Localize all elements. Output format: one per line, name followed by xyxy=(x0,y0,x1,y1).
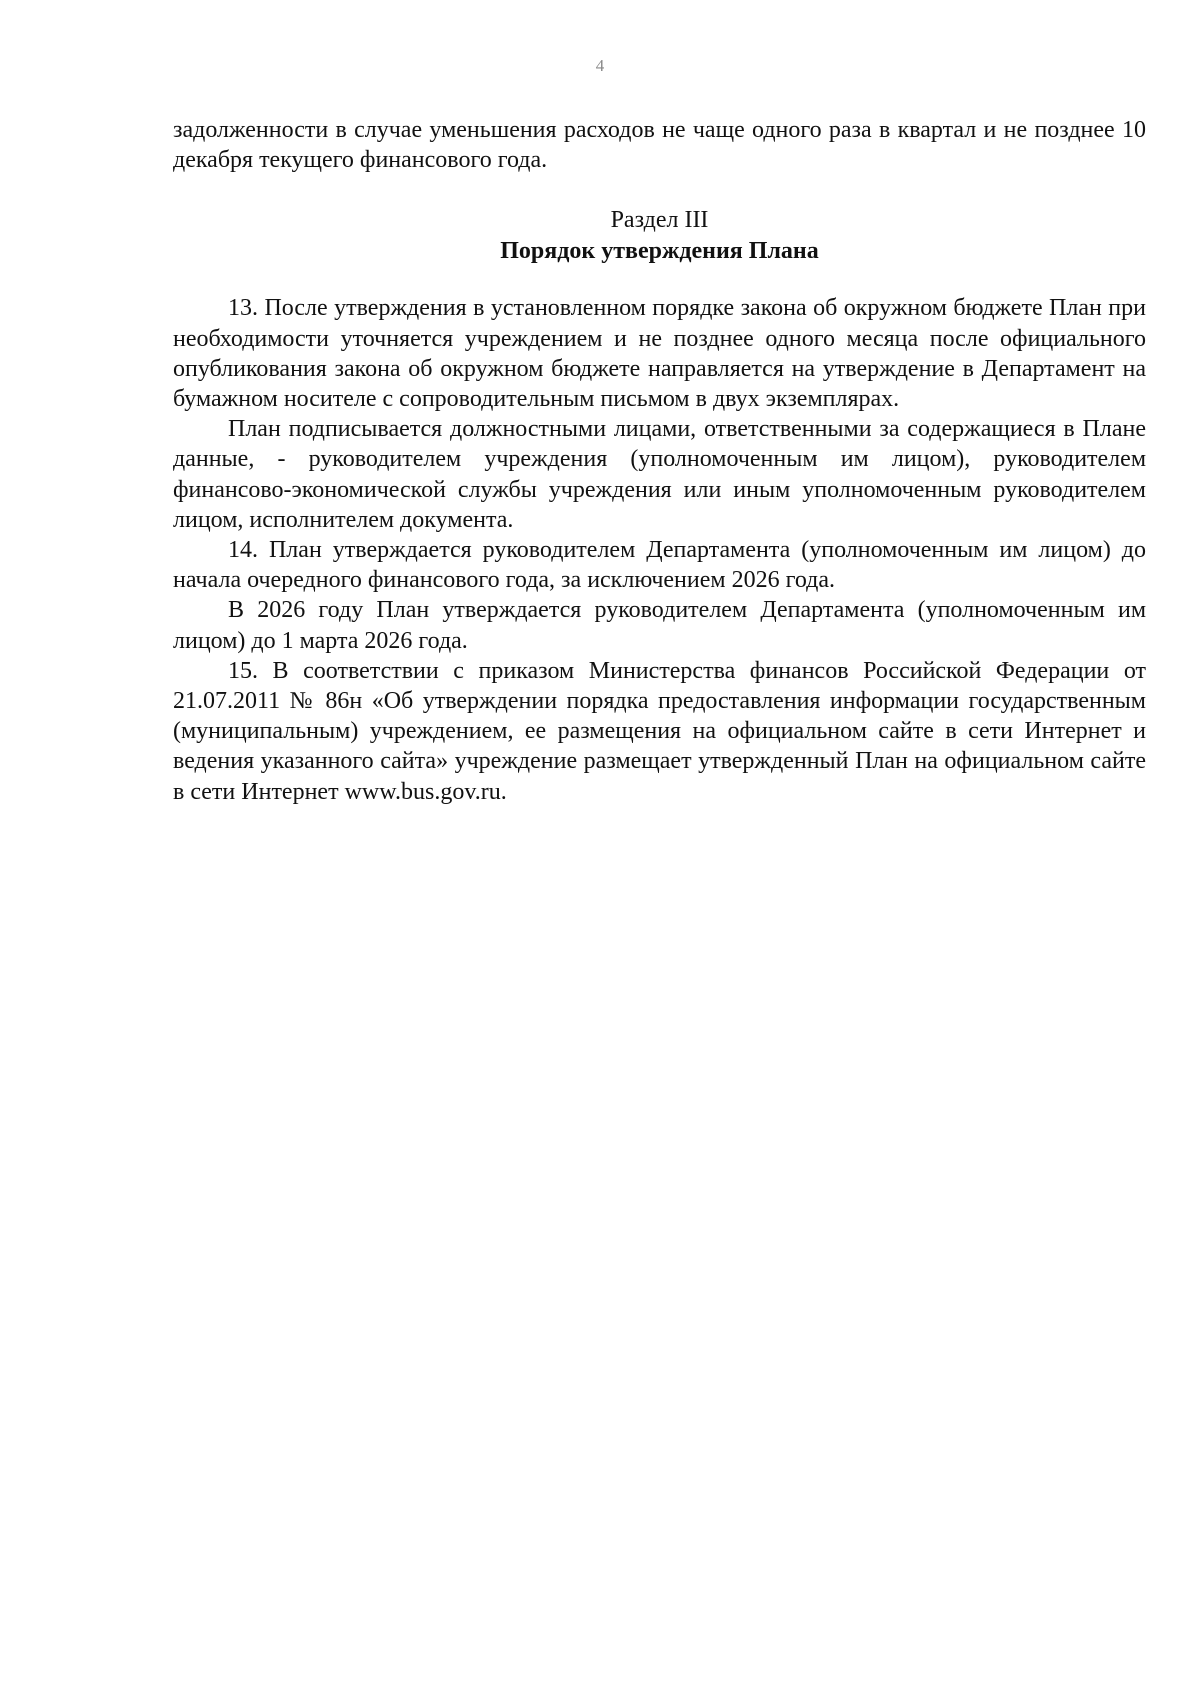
paragraph-plan-signing: План подписывается должностными лицами, ответственными за содержащиеся в Плане данные, - руководителем учреждения (уполномоченным им лицом), руководителем финансово-экономической службы учреждения или иным уполномоченным руководителем лицом, исполнителем документа. xyxy=(173,416,1146,533)
page-number: 4 xyxy=(595,56,605,75)
section-number: Раздел III xyxy=(610,207,709,234)
paragraph-15: 15. В соответствии с приказом Министерства финансов Российской Федерации от 21.07.2011 № 86н «Об утверждении порядка предоставления информации государственным (муниципальным) учреждением, ее размещения на официальном сайте в сети Интернет и ведения указанного сайта» учреждение размещает утвержденный План на официальном сайте в сети Интернет www.bus.gov.ru. xyxy=(173,657,1146,805)
paragraph-2026-approval: В 2026 году План утверждается руководителем Департамента (уполномоченным им лицом) до 1 марта 2026 года. xyxy=(173,597,1146,654)
paragraph-14: 14. План утверждается руководителем Департамента (уполномоченным им лицом) до начала очередного финансового года, за исключением 2026 года. xyxy=(173,537,1146,594)
section-title: Порядок утверждения Плана xyxy=(500,238,819,265)
document-body xyxy=(173,115,1146,807)
paragraph-13: 13. После утверждения в установленном порядке закона об окружном бюджете План при необходимости уточняется учреждением и не позднее одного месяца после официального опубликования закона об окружном бюджете направляется на утверждение в Департамент на бумажном носителе с сопроводительным письмом в двух экземплярах. xyxy=(173,295,1146,413)
intro-paragraph: задолженности в случае уменьшения расходов не чаще одного раза в квартал и не позднее 10 декабря текущего финансового года. xyxy=(173,117,1146,174)
section-heading xyxy=(173,205,1146,267)
